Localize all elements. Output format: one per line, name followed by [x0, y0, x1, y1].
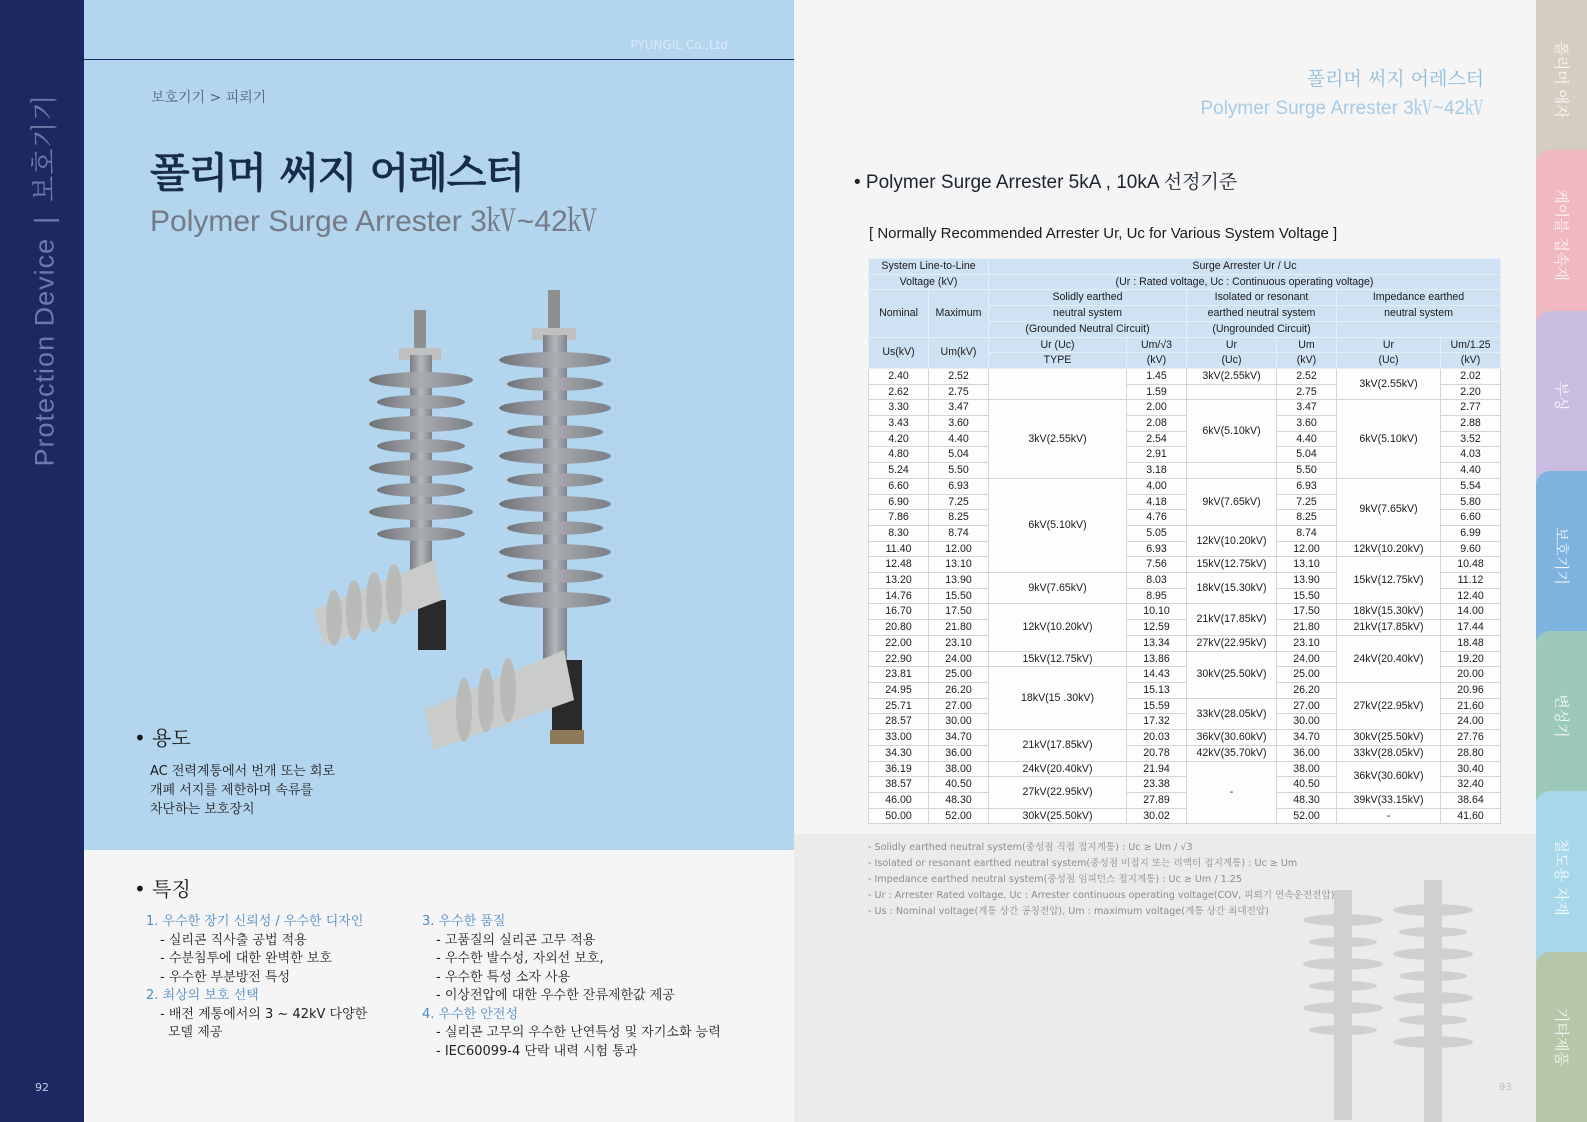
cell-um-root3: 7.56 — [1127, 557, 1187, 573]
header-isolated: earthed neutral system — [1187, 306, 1337, 322]
feature-item: - 수분침투에 대한 완벽한 보호 — [160, 951, 332, 966]
cell-um: 4.40 — [929, 431, 989, 447]
header-impedance: Impedance earthed — [1337, 290, 1501, 306]
cell-um-1-25: 5.80 — [1441, 494, 1501, 510]
cell-isolated-ur-uc: - — [1187, 761, 1277, 824]
cell-isolated-um: 25.00 — [1277, 667, 1337, 683]
cell-isolated-um: 3.47 — [1277, 400, 1337, 416]
cell-um: 13.10 — [929, 557, 989, 573]
cell-um-root3: 21.94 — [1127, 761, 1187, 777]
cell-um-root3: 27.89 — [1127, 792, 1187, 808]
header-isolated: Isolated or resonant — [1187, 290, 1337, 306]
cell-impedance-ur-uc: 12kV(10.20kV) — [1337, 541, 1441, 557]
header-surge-arrester: Surge Arrester Ur / Uc — [989, 259, 1501, 275]
cell-isolated-um: 38.00 — [1277, 761, 1337, 777]
cell-um-1-25: 2.20 — [1441, 384, 1501, 400]
cell-um: 8.74 — [929, 525, 989, 541]
cell-us: 46.00 — [869, 792, 929, 808]
cell-us: 33.00 — [869, 730, 929, 746]
cell-isolated-ur-uc: 42kV(35.70kV) — [1187, 745, 1277, 761]
section-title: • Polymer Surge Arrester 5kA , 10kA 선정기준 — [854, 172, 1238, 193]
cell-isolated-um: 26.20 — [1277, 682, 1337, 698]
cell-isolated-ur-uc — [1187, 384, 1277, 400]
cell-us: 25.71 — [869, 698, 929, 714]
cell-um: 15.50 — [929, 588, 989, 604]
cell-um: 12.00 — [929, 541, 989, 557]
cell-um-1-25: 9.60 — [1441, 541, 1501, 557]
cell-um-1-25: 20.96 — [1441, 682, 1501, 698]
cell-impedance-ur-uc: 24kV(20.40kV) — [1337, 635, 1441, 682]
cell-isolated-um: 40.50 — [1277, 777, 1337, 793]
cell-um: 3.60 — [929, 416, 989, 432]
cell-us: 12.48 — [869, 557, 929, 573]
header-ur-uc: Ur (Uc) — [989, 337, 1127, 353]
table-row — [869, 635, 1501, 651]
cell-impedance-ur-uc: 18kV(15.30kV) — [1337, 604, 1441, 620]
note-line: - Isolated or resonant earthed neutral system(중성점 비접지 또는 리액터 접지계통) : Uc ≥ Um — [868, 858, 1298, 869]
cell-solid-ur-uc: 27kV(22.95kV) — [989, 777, 1127, 808]
cell-isolated-ur-uc: 30kV(25.50kV) — [1187, 651, 1277, 698]
chapter-tab[interactable] — [1536, 311, 1587, 481]
cell-um-1-25: 12.40 — [1441, 588, 1501, 604]
cell-us: 2.62 — [869, 384, 929, 400]
cell-isolated-um: 13.90 — [1277, 573, 1337, 589]
cell-um-1-25: 5.54 — [1441, 478, 1501, 494]
cell-solid-ur-uc: 9kV(7.65kV) — [989, 573, 1127, 604]
cell-impedance-ur-uc: 9kV(7.65kV) — [1337, 478, 1441, 541]
cell-us: 34.30 — [869, 745, 929, 761]
cell-um-root3: 8.95 — [1127, 588, 1187, 604]
feature-heading: 1. 우수한 장기 신뢰성 / 우수한 디자인 — [146, 914, 364, 929]
cell-um: 36.00 — [929, 745, 989, 761]
cell-us: 7.86 — [869, 510, 929, 526]
cell-um-root3: 15.13 — [1127, 682, 1187, 698]
background-watermark-arresters — [1254, 880, 1514, 1122]
cell-um-1-25: 11.12 — [1441, 573, 1501, 589]
header-unit: (kV) — [1127, 353, 1187, 369]
cell-isolated-ur-uc: 21kV(17.85kV) — [1187, 604, 1277, 635]
arrester-selection-table — [868, 258, 1501, 824]
cell-um-root3: 3.18 — [1127, 463, 1187, 479]
cell-um-1-25: 6.60 — [1441, 510, 1501, 526]
page-title-ko: 폴리머 써지 어레스터 — [150, 149, 525, 197]
cell-isolated-um: 7.25 — [1277, 494, 1337, 510]
cell-us: 28.57 — [869, 714, 929, 730]
cell-um-root3: 13.86 — [1127, 651, 1187, 667]
cell-um-1-25: 30.40 — [1441, 761, 1501, 777]
vertical-title-en: Protection Device — [29, 237, 60, 467]
cell-us: 50.00 — [869, 808, 929, 824]
feature-item: - IEC60099-4 단락 내력 시험 통과 — [436, 1043, 638, 1059]
right-page — [794, 0, 1536, 1122]
cell-um-1-25: 10.48 — [1441, 557, 1501, 573]
cell-solid-ur-uc: 24kV(20.40kV) — [989, 761, 1127, 777]
page-title-en: Polymer Surge Arrester 3㎸~42㎸ — [150, 205, 598, 238]
cell-us: 6.60 — [869, 478, 929, 494]
header-system-voltage-unit: Voltage (kV) — [869, 274, 989, 290]
header-unit: (kV) — [1277, 353, 1337, 369]
chapter-tab-label: 보호기기 — [1552, 527, 1570, 585]
cell-us: 13.20 — [869, 573, 929, 589]
cell-um-1-25: 3.52 — [1441, 431, 1501, 447]
cell-um: 13.90 — [929, 573, 989, 589]
table-row — [869, 478, 1501, 494]
cell-impedance-ur-uc: 33kV(28.05kV) — [1337, 745, 1441, 761]
cell-um-1-25: 24.00 — [1441, 714, 1501, 730]
cell-um: 21.80 — [929, 620, 989, 636]
header-system-voltage: System Line-to-Line — [869, 259, 989, 275]
cell-um-1-25: 2.88 — [1441, 416, 1501, 432]
cell-isolated-um: 8.74 — [1277, 525, 1337, 541]
cell-isolated-um: 8.25 — [1277, 510, 1337, 526]
left-side-strip — [0, 0, 84, 1122]
vertical-title-ko: 보호기기 — [29, 93, 60, 202]
table-row — [869, 682, 1501, 698]
cell-um-root3: 2.54 — [1127, 431, 1187, 447]
cell-um-root3: 5.05 — [1127, 525, 1187, 541]
running-title-en: Polymer Surge Arrester 3㎸~42㎸ — [1200, 98, 1484, 119]
running-title-ko: 폴리머 써지 어레스터 — [1306, 68, 1484, 90]
cell-um-1-25: 28.80 — [1441, 745, 1501, 761]
table-row — [869, 400, 1501, 416]
chapter-tabs — [1536, 0, 1587, 1122]
cell-isolated-um: 6.93 — [1277, 478, 1337, 494]
feature-item: - 우수한 발수성, 자외선 보호, — [436, 951, 604, 966]
cell-um-root3: 13.34 — [1127, 635, 1187, 651]
cell-us: 36.19 — [869, 761, 929, 777]
cell-impedance-ur-uc: 6kV(5.10kV) — [1337, 400, 1441, 479]
cell-impedance-ur-uc: 15kV(12.75kV) — [1337, 557, 1441, 604]
cell-isolated-ur-uc: 15kV(12.75kV) — [1187, 557, 1277, 573]
cell-us: 16.70 — [869, 604, 929, 620]
cell-um-root3: 2.00 — [1127, 400, 1187, 416]
table-row — [869, 745, 1501, 761]
usage-heading: • 용도 — [134, 726, 191, 750]
feature-heading: 3. 우수한 품질 — [422, 914, 506, 929]
cell-isolated-um: 5.04 — [1277, 447, 1337, 463]
chapter-tab[interactable] — [1536, 952, 1587, 1122]
cell-isolated-ur-uc: 36kV(30.60kV) — [1187, 730, 1277, 746]
cell-us: 20.80 — [869, 620, 929, 636]
cell-um-root3: 2.91 — [1127, 447, 1187, 463]
header-um-root3: Um/√3 — [1127, 337, 1187, 353]
header-um: Um(kV) — [929, 337, 989, 368]
cell-um-1-25: 21.60 — [1441, 698, 1501, 714]
cell-um: 27.00 — [929, 698, 989, 714]
header-um-1-25: Um/1.25 — [1441, 337, 1501, 353]
cell-isolated-ur-uc: 3kV(2.55kV) — [1187, 368, 1277, 384]
chapter-tab-label: 변성기 — [1552, 694, 1570, 739]
feature-item: - 배전 계통에서의 3 ~ 42kV 다양한 — [160, 1006, 368, 1022]
header-maximum: Maximum — [929, 290, 989, 337]
feature-item: - 이상전압에 대한 우수한 잔류제한값 제공 — [436, 988, 675, 1003]
cell-solid-ur-uc: 21kV(17.85kV) — [989, 730, 1127, 761]
cell-um: 2.75 — [929, 384, 989, 400]
cell-um: 26.20 — [929, 682, 989, 698]
table-row — [869, 761, 1501, 777]
cell-um-1-25: 41.60 — [1441, 808, 1501, 824]
cell-isolated-ur-uc — [1187, 463, 1277, 479]
cell-us: 14.76 — [869, 588, 929, 604]
feature-item: - 실리콘 직사출 공법 적용 — [160, 932, 307, 948]
cell-us: 6.90 — [869, 494, 929, 510]
cell-us: 2.40 — [869, 368, 929, 384]
table-row — [869, 792, 1501, 808]
cell-isolated-um: 13.10 — [1277, 557, 1337, 573]
table-title: [ Normally Recommended Arrester Ur, Uc for Various System Voltage ] — [869, 225, 1338, 242]
cell-um-root3: 23.38 — [1127, 777, 1187, 793]
usage-line: 개폐 서지를 제한하며 속류를 — [150, 783, 314, 798]
cell-solid-ur-uc: 12kV(10.20kV) — [989, 604, 1127, 651]
chapter-tab[interactable] — [1536, 791, 1587, 961]
cell-um-1-25: 18.48 — [1441, 635, 1501, 651]
cell-um: 48.30 — [929, 792, 989, 808]
cell-isolated-um: 48.30 — [1277, 792, 1337, 808]
cell-isolated-ur-uc: 27kV(22.95kV) — [1187, 635, 1277, 651]
cell-um-root3: 6.93 — [1127, 541, 1187, 557]
table-row — [869, 604, 1501, 620]
header-solid: (Grounded Neutral Circuit) — [989, 321, 1187, 337]
cell-isolated-um: 34.70 — [1277, 730, 1337, 746]
right-page-number: 93 — [1499, 1082, 1512, 1093]
header-unit: (kV) — [1441, 353, 1501, 369]
cell-um: 25.00 — [929, 667, 989, 683]
cell-um-root3: 30.02 — [1127, 808, 1187, 824]
header-ur: Ur — [1187, 337, 1277, 353]
cell-impedance-ur-uc: 27kV(22.95kV) — [1337, 682, 1441, 729]
vertical-chapter-title — [23, 94, 62, 467]
left-page — [84, 0, 794, 1122]
cell-um: 34.70 — [929, 730, 989, 746]
cell-um: 2.52 — [929, 368, 989, 384]
cell-us: 8.30 — [869, 525, 929, 541]
cell-us: 4.20 — [869, 431, 929, 447]
cell-um-root3: 17.32 — [1127, 714, 1187, 730]
cell-um-1-25: 32.40 — [1441, 777, 1501, 793]
header-ur: Ur — [1337, 337, 1441, 353]
cell-um-1-25: 38.64 — [1441, 792, 1501, 808]
cell-um-root3: 14.43 — [1127, 667, 1187, 683]
cell-us: 3.43 — [869, 416, 929, 432]
cell-solid-ur-uc: 6kV(5.10kV) — [989, 478, 1127, 572]
cell-us: 4.80 — [869, 447, 929, 463]
feature-heading: 4. 우수한 안전성 — [422, 1006, 519, 1022]
chapter-tab-label: 기타제품 — [1552, 1007, 1570, 1066]
cell-um: 6.93 — [929, 478, 989, 494]
header-isolated: (Ungrounded Circuit) — [1187, 321, 1337, 337]
cell-isolated-um: 3.60 — [1277, 416, 1337, 432]
cell-solid-ur-uc: 30kV(25.50kV) — [989, 808, 1127, 824]
feature-item: 모델 제공 — [168, 1025, 223, 1040]
usage-line: AC 전력계통에서 번개 또는 회로 — [150, 764, 335, 779]
header-unit: (Uc) — [1337, 353, 1441, 369]
cell-impedance-ur-uc: 3kV(2.55kV) — [1337, 368, 1441, 399]
cell-um-root3: 4.76 — [1127, 510, 1187, 526]
cell-us: 11.40 — [869, 541, 929, 557]
chapter-tab[interactable] — [1536, 0, 1587, 160]
cell-um-1-25: 4.03 — [1441, 447, 1501, 463]
feature-heading: 2. 최상의 보호 선택 — [146, 988, 259, 1003]
cell-isolated-ur-uc: 6kV(5.10kV) — [1187, 400, 1277, 463]
cell-isolated-ur-uc: 12kV(10.20kV) — [1187, 525, 1277, 556]
cell-um-root3: 10.10 — [1127, 604, 1187, 620]
cell-solid-ur-uc: 18kV(15 .30kV) — [989, 667, 1127, 730]
cell-um-1-25: 14.00 — [1441, 604, 1501, 620]
arrester-right — [424, 290, 611, 750]
table-body — [869, 368, 1501, 823]
cell-isolated-um: 52.00 — [1277, 808, 1337, 824]
cell-solid-ur-uc: 15kV(12.75kV) — [989, 651, 1127, 667]
feature-item: - 우수한 특성 소자 사용 — [436, 969, 571, 985]
cell-isolated-um: 36.00 — [1277, 745, 1337, 761]
cell-isolated-um: 4.40 — [1277, 431, 1337, 447]
chapter-tab[interactable] — [1536, 150, 1587, 320]
cell-impedance-ur-uc: 36kV(30.60kV) — [1337, 761, 1441, 792]
usage-line: 차단하는 보호장치 — [150, 802, 255, 817]
header-solid: neutral system — [989, 306, 1187, 322]
cell-um-root3: 1.45 — [1127, 368, 1187, 384]
table-row — [869, 730, 1501, 746]
left-page-number: 92 — [35, 1081, 49, 1094]
cell-us: 23.81 — [869, 667, 929, 683]
chapter-tab-label: 철도용 자재 — [1552, 837, 1570, 916]
cell-um: 17.50 — [929, 604, 989, 620]
cell-isolated-ur-uc: 18kV(15.30kV) — [1187, 573, 1277, 604]
cell-um-1-25: 6.99 — [1441, 525, 1501, 541]
cell-isolated-um: 23.10 — [1277, 635, 1337, 651]
cell-solid-ur-uc: 3kV(2.55kV) — [989, 400, 1127, 479]
cell-um-1-25: 17.44 — [1441, 620, 1501, 636]
cell-isolated-ur-uc: 9kV(7.65kV) — [1187, 478, 1277, 525]
feature-item: - 고품질의 실리콘 고무 적용 — [436, 932, 596, 948]
cell-um-1-25: 19.20 — [1441, 651, 1501, 667]
cell-impedance-ur-uc: 30kV(25.50kV) — [1337, 730, 1441, 746]
header-surge-arrester-legend: (Ur : Rated voltage, Uc : Continuous operating voltage) — [989, 274, 1501, 290]
cell-isolated-ur-uc: 33kV(28.05kV) — [1187, 698, 1277, 729]
cell-um: 30.00 — [929, 714, 989, 730]
cell-um-root3: 4.00 — [1127, 478, 1187, 494]
features-column-left — [146, 913, 367, 1043]
cell-um: 52.00 — [929, 808, 989, 824]
cell-um: 8.25 — [929, 510, 989, 526]
header-type: TYPE — [989, 353, 1127, 369]
table-row — [869, 808, 1501, 824]
cell-um-root3: 15.59 — [1127, 698, 1187, 714]
cell-isolated-um: 5.50 — [1277, 463, 1337, 479]
cell-um-1-25: 27.76 — [1441, 730, 1501, 746]
note-line: - Solidly earthed neutral system(중성점 직접 접지계통) : Uc ≥ Um / √3 — [868, 842, 1193, 853]
cell-us: 24.95 — [869, 682, 929, 698]
cell-isolated-um: 15.50 — [1277, 588, 1337, 604]
feature-item: - 우수한 부분방전 특성 — [160, 969, 291, 985]
cell-isolated-um: 27.00 — [1277, 698, 1337, 714]
cell-um-root3: 12.59 — [1127, 620, 1187, 636]
note-line: - Impedance earthed neutral system(중성점 임피던스 접지계통) : Uc ≥ Um / 1.25 — [868, 874, 1242, 885]
cell-us: 38.57 — [869, 777, 929, 793]
table-row — [869, 541, 1501, 557]
breadcrumb: 보호기기 > 피뢰기 — [151, 90, 267, 106]
chapter-tab-label: 부싱 — [1552, 381, 1570, 411]
cell-um: 3.47 — [929, 400, 989, 416]
cell-um-1-25: 2.77 — [1441, 400, 1501, 416]
cell-um-1-25: 4.40 — [1441, 463, 1501, 479]
arrester-left — [314, 310, 473, 650]
cell-us: 3.30 — [869, 400, 929, 416]
header-us: Us(kV) — [869, 337, 929, 368]
usage-text — [150, 762, 335, 819]
features-heading: • 특징 — [134, 877, 191, 901]
cell-um: 24.00 — [929, 651, 989, 667]
header-nominal: Nominal — [869, 290, 929, 337]
cell-um: 5.50 — [929, 463, 989, 479]
cell-um-root3: 8.03 — [1127, 573, 1187, 589]
header-unit: (Uc) — [1187, 353, 1277, 369]
cell-um: 7.25 — [929, 494, 989, 510]
cell-isolated-um: 21.80 — [1277, 620, 1337, 636]
company-name: PYUNGIL Co.,Ltd — [630, 38, 728, 52]
chapter-tab[interactable] — [1536, 471, 1587, 641]
header-impedance — [1337, 321, 1501, 337]
cell-um-root3: 20.78 — [1127, 745, 1187, 761]
cell-um-root3: 2.08 — [1127, 416, 1187, 432]
cell-um-1-25: 2.02 — [1441, 368, 1501, 384]
note-line: - Us : Nominal voltage(계통 상간 공칭전압), Um : maximum voltage(계통 상간 최대전압) — [868, 906, 1269, 917]
cell-isolated-um: 12.00 — [1277, 541, 1337, 557]
header-solid: Solidly earthed — [989, 290, 1187, 306]
cell-um: 5.04 — [929, 447, 989, 463]
cell-solid-ur-uc — [989, 368, 1127, 399]
cell-um-root3: 1.59 — [1127, 384, 1187, 400]
feature-item: - 실리콘 고무의 우수한 난연특성 및 자기소화 능력 — [436, 1025, 721, 1040]
product-photo-surge-arresters — [234, 290, 714, 780]
features-column-right — [422, 913, 721, 1061]
header-impedance: neutral system — [1337, 306, 1501, 322]
cell-um-root3: 4.18 — [1127, 494, 1187, 510]
chapter-tab[interactable] — [1536, 631, 1587, 801]
cell-um-root3: 20.03 — [1127, 730, 1187, 746]
cell-impedance-ur-uc: - — [1337, 808, 1441, 824]
chapter-tab-label: 폴리머 애자 — [1552, 41, 1570, 119]
chapter-tab-label: 케이블 접속재 — [1552, 189, 1570, 282]
table-row — [869, 368, 1501, 384]
table-row — [869, 620, 1501, 636]
cell-us: 22.00 — [869, 635, 929, 651]
cell-impedance-ur-uc: 21kV(17.85kV) — [1337, 620, 1441, 636]
note-line: - Ur : Arrester Rated voltage, Uc : Arrester continuous operating voltage(COV, 피뢰기 연속운전전압) — [868, 890, 1335, 901]
vertical-title-separator: | — [29, 215, 60, 224]
cell-um: 38.00 — [929, 761, 989, 777]
header-um: Um — [1277, 337, 1337, 353]
table-row — [869, 557, 1501, 573]
cell-us: 22.90 — [869, 651, 929, 667]
cell-isolated-um: 30.00 — [1277, 714, 1337, 730]
cell-impedance-ur-uc: 39kV(33.15kV) — [1337, 792, 1441, 808]
cell-us: 5.24 — [869, 463, 929, 479]
cell-isolated-um: 24.00 — [1277, 651, 1337, 667]
cell-um: 40.50 — [929, 777, 989, 793]
cell-isolated-um: 2.52 — [1277, 368, 1337, 384]
cell-um-1-25: 20.00 — [1441, 667, 1501, 683]
header-rule — [84, 59, 794, 60]
cell-isolated-um: 17.50 — [1277, 604, 1337, 620]
cell-um: 23.10 — [929, 635, 989, 651]
cell-isolated-um: 2.75 — [1277, 384, 1337, 400]
